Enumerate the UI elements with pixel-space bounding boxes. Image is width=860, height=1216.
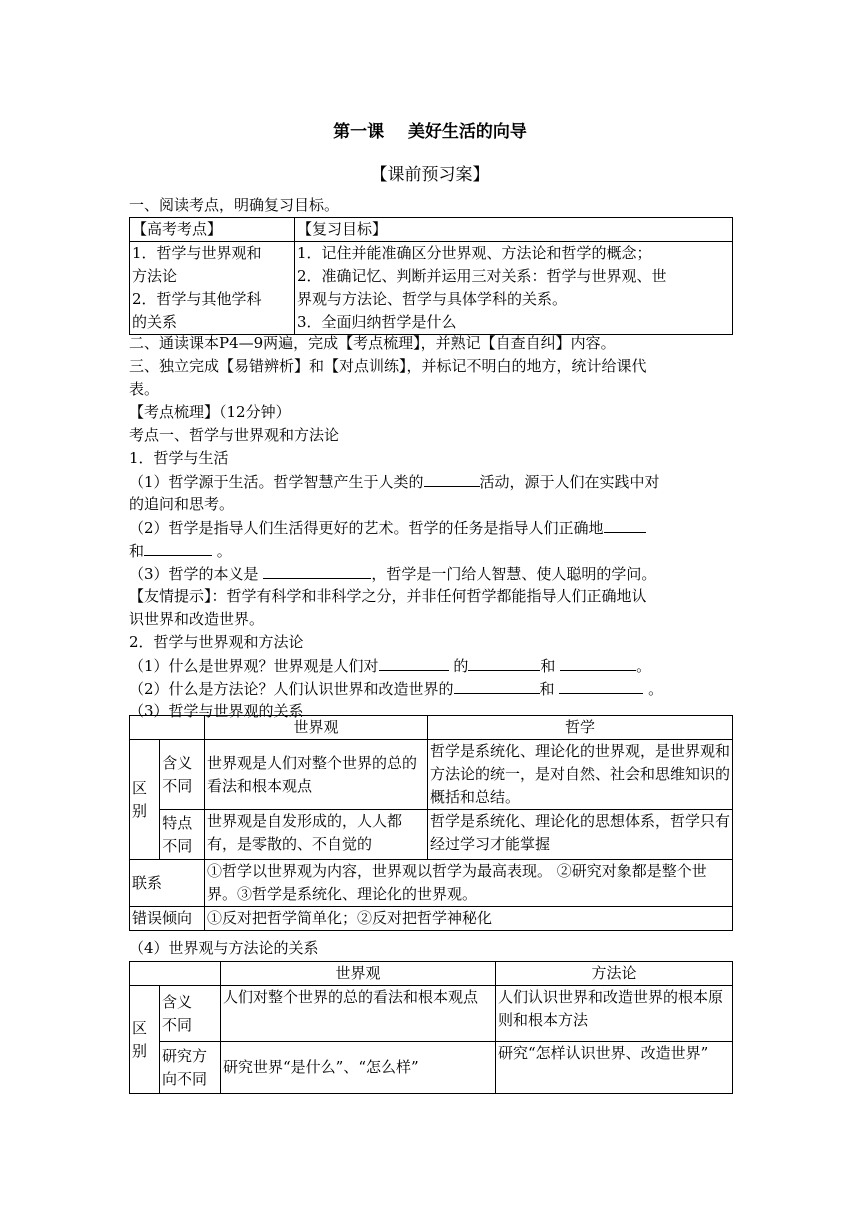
fill-blank[interactable] (144, 539, 212, 556)
goals-left-line: 的关系 (132, 313, 178, 331)
qubie-char: 别 (132, 1041, 148, 1060)
goals-header-left: 【高考考点】 (130, 218, 295, 242)
goals-right-line: 2．准确记忆、判断并运用三对关系：哲学与世界观、世 (297, 267, 667, 285)
page-title: 第一课 美好生活的向导 (333, 122, 527, 142)
q1-2-line (129, 516, 732, 540)
tip-line-b: 识世界和改造世界。 (129, 610, 265, 628)
q2-4-heading: （4）世界观与方法论的关系 (129, 939, 319, 957)
step-3-line-b: 表。 (129, 380, 160, 398)
kaodian-heading: 【考点梳理】（12分钟） (129, 403, 291, 421)
q2-2-line (129, 677, 732, 701)
q2-1-text-d: 。 (636, 657, 652, 675)
table2-row2-worldview: 研究世界“是什么”、“怎么样” (221, 1042, 496, 1094)
table1-row2-worldview: 世界观是自发形成的，人人都有，是零散的、不自觉的 (205, 810, 428, 860)
philosophy-worldview-table (129, 715, 733, 931)
table1-col-philosophy: 哲学 (428, 716, 733, 740)
row-label-line: 不同 (161, 1015, 192, 1034)
worldview-methodology-table (129, 961, 733, 1094)
row-label-line: 含义 (161, 992, 192, 1011)
table2-row1-methodology: 人们认识世界和改造世界的根本原则和根本方法 (496, 986, 733, 1042)
table2-row1-worldview: 人们对整个世界的总的看法和根本观点 (221, 986, 496, 1042)
table1-row1-worldview: 世界观是人们对整个世界的总的看法和根本观点 (205, 740, 428, 810)
q2-1-text-b: 的 (453, 657, 469, 675)
q1-1-text-b: 活动，源于人们在实践中对 (479, 473, 660, 491)
table1-row1-philosophy: 哲学是系统化、理论化的世界观，是世界观和方法论的统一，是对自然、社会和思维知识的概括和总结。 (428, 740, 733, 810)
row-label-line: 特点 (162, 813, 193, 832)
q2-3-heading: （3）哲学与世界观的关系 (129, 702, 304, 720)
q2-2-text-a: （2）什么是方法论？人们认识世界和改造世界的 (129, 680, 454, 698)
q1-2-cont (129, 539, 732, 563)
table1-row1-label (160, 740, 205, 810)
q1-2-text-c: 。 (216, 542, 232, 560)
goals-left-line: 方法论 (132, 267, 178, 285)
goals-right-line: 3．全面归纳哲学是什么 (297, 313, 457, 331)
table1-lianxi-text: ①哲学以世界观为内容，世界观以哲学为最高表现。 ②研究对象都是整个世界。③哲学是系统化、理论化的世界观。 (205, 860, 733, 907)
fill-blank[interactable] (604, 516, 646, 533)
fill-blank[interactable] (379, 654, 449, 671)
fill-blank[interactable] (454, 677, 540, 694)
section-2-title: 2．哲学与世界观和方法论 (129, 633, 304, 651)
table1-qubie-label (130, 740, 160, 860)
table1-col-worldview: 世界观 (205, 716, 428, 740)
goals-left-cell (130, 242, 295, 335)
page-subtitle: 【课前预习案】 (370, 165, 490, 185)
q1-1-line (129, 470, 732, 494)
q2-1-line (129, 654, 732, 678)
qubie-char: 别 (132, 801, 148, 820)
q1-3-line (129, 562, 732, 586)
goals-right-line: 1．记住并能准确区分世界观、方法论和哲学的概念； (297, 244, 652, 262)
step-3-line-a: 三、独立完成【易错辨析】和【对点训练】，并标记不明白的地方，统计给课代 (129, 357, 647, 375)
q1-3-text-b: ，哲学是一门给人智慧、使人聪明的学问。 (371, 565, 657, 583)
qubie-char: 区 (132, 778, 148, 797)
goals-left-line: 1．哲学与世界观和 (132, 244, 262, 262)
q2-2-text-b: 和 (539, 680, 555, 698)
row-label-line: 研究方 (161, 1046, 207, 1065)
q1-1-cont: 的追问和思考。 (129, 495, 235, 513)
step-2: 二、通读课本P4—9两遍，完成【考点梳理】，并熟记【自查自纠】内容。 (129, 334, 616, 352)
row-label-line: 含义 (162, 753, 193, 772)
table1-cuowu-label: 错误倾向 (130, 907, 205, 931)
table1-row2-philosophy: 哲学是系统化、理论化的思想体系，哲学只有经过学习才能掌握 (428, 810, 733, 860)
table1-cuowu-text: ①反对把哲学简单化；②反对把哲学神秘化 (205, 907, 733, 931)
q1-3-text-a: （3）哲学的本义是 (129, 565, 259, 583)
row-label-line: 向不同 (161, 1069, 207, 1088)
goals-right-line: 界观与方法论、哲学与具体学科的关系。 (297, 290, 568, 308)
q1-2-text-a: （2）哲学是指导人们生活得更好的艺术。哲学的任务是指导人们正确地 (129, 519, 604, 537)
goals-header-right: 【复习目标】 (295, 218, 733, 242)
table2-col-methodology: 方法论 (496, 962, 733, 986)
fill-blank[interactable] (560, 654, 636, 671)
table1-corner (130, 716, 205, 740)
goals-table (129, 217, 733, 335)
fill-blank[interactable] (263, 562, 371, 579)
fill-blank[interactable] (559, 677, 643, 694)
table1-lianxi-label: 联系 (130, 860, 205, 907)
table2-col-worldview: 世界观 (221, 962, 496, 986)
table2-corner (130, 962, 221, 986)
tip-line-a: 【友情提示】：哲学有科学和非科学之分，并非任何哲学都能指导人们正确地认 (129, 587, 647, 605)
table2-qubie-label (130, 986, 160, 1094)
section-1-title: 1．哲学与生活 (129, 449, 229, 467)
q1-2-text-b: 和 (129, 542, 145, 560)
goals-left-line: 2．哲学与其他学科 (132, 290, 262, 308)
q2-2-text-c: 。 (648, 680, 664, 698)
row-label-line: 不同 (162, 776, 193, 795)
table1-row2-label (160, 810, 205, 860)
point-1-heading: 考点一、哲学与世界观和方法论 (129, 426, 340, 444)
q1-1-text-a: （1）哲学源于生活。哲学智慧产生于人类的 (129, 473, 424, 491)
table2-row2-label (159, 1042, 220, 1094)
qubie-char: 区 (132, 1018, 148, 1037)
row-label-line: 不同 (162, 836, 193, 855)
table2-row2-methodology: 研究“怎样认识世界、改造世界” (496, 1042, 733, 1094)
q2-1-text-c: 和 (540, 657, 556, 675)
fill-blank[interactable] (424, 470, 480, 487)
goals-right-cell (295, 242, 733, 335)
step-1: 一、阅读考点，明确复习目标。 (129, 196, 340, 214)
table2-row1-label (159, 986, 220, 1042)
q2-1-text-a: （1）什么是世界观？世界观是人们对 (129, 657, 379, 675)
fill-blank[interactable] (468, 654, 540, 671)
